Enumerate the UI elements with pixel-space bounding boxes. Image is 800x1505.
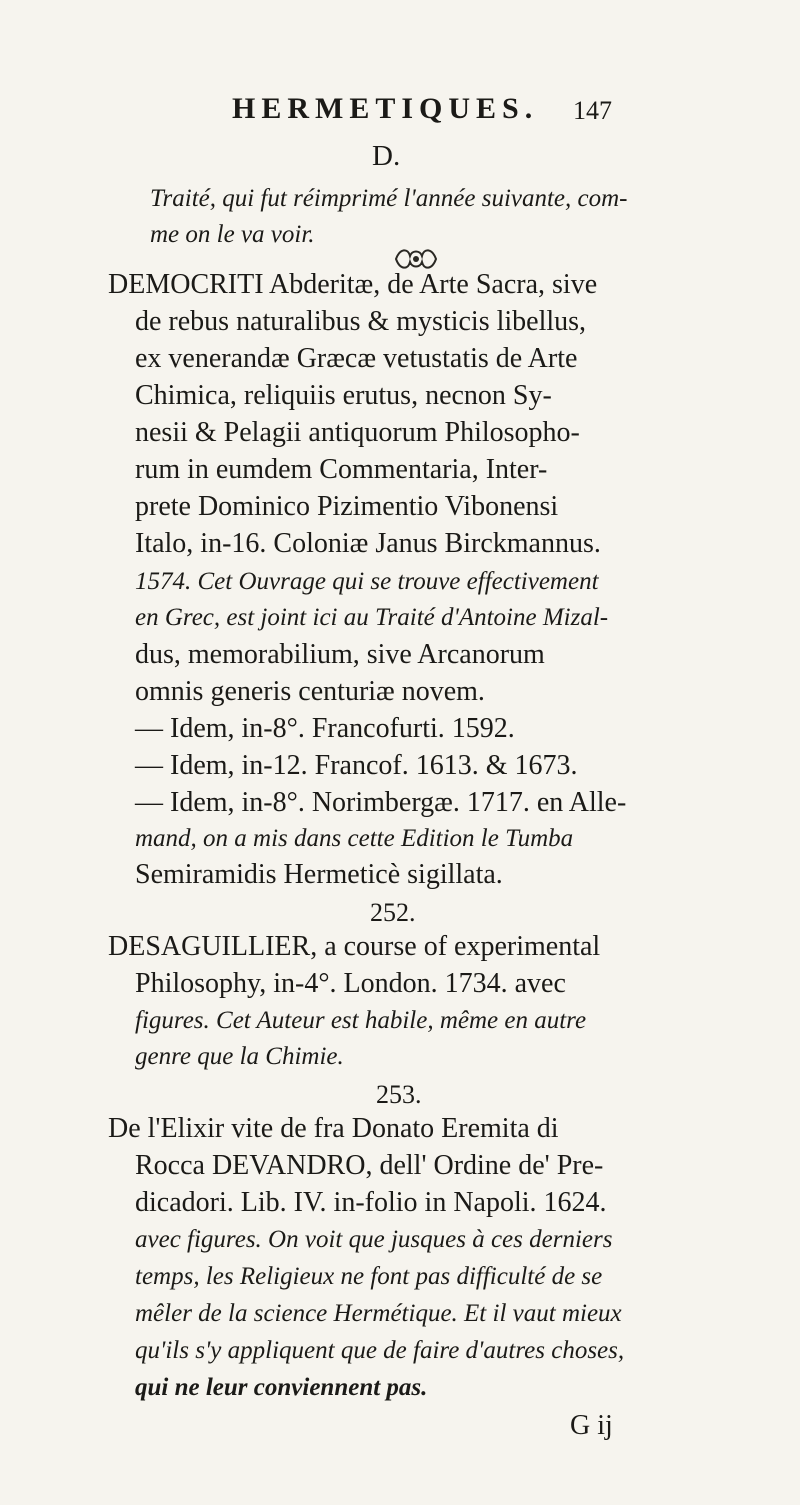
entry-number-253: 253. [376, 1080, 422, 1109]
entry-democritus-line-13: — Idem, in-8°. Francofurti. 1592. [135, 713, 515, 744]
signature-letter: D. [372, 140, 401, 172]
entry-democritus-line-12: omnis generis centuriæ novem. [135, 676, 485, 707]
entry-number-252: 252. [370, 898, 416, 927]
entry-desaguillier-line-1: DESAGUILLIER, a course of experimental [108, 931, 601, 962]
entry-elixir-line-1: De l'Elixir vite de fra Donato Eremita di [108, 1113, 559, 1144]
entry-elixir-line-3: dicadori. Lib. IV. in-folio in Napoli. 1624. [135, 1187, 607, 1218]
entry-democritus-line-9: 1574. Cet Ouvrage qui se trouve effectivement [135, 568, 599, 595]
entry-democritus-line-7: prete Dominico Pizimentio Vibonensi [135, 491, 559, 522]
entry-democritus-line-5: nesii & Pelagii antiquorum Philosopho- [135, 417, 580, 448]
entry-democritus-line-6: rum in eumdem Commentaria, Inter- [135, 454, 548, 485]
intro-line-1: Traité, qui fut réimprimé l'année suivante, com- [150, 185, 628, 212]
entry-democritus-line-14: — Idem, in-12. Francof. 1613. & 1673. [135, 750, 578, 781]
intro-line-2: me on le va voir. [150, 221, 315, 248]
entry-democritus-line-4: Chimica, reliquiis erutus, necnon Sy- [135, 380, 552, 411]
running-title: HERMETIQUES. [232, 92, 539, 125]
entry-democritus-line-2: de rebus naturalibus & mysticis libellus, [135, 306, 587, 337]
entry-desaguillier-line-4: genre que la Chimie. [135, 1043, 344, 1070]
entry-democritus-line-17: Semiramidis Hermeticè sigillata. [135, 859, 503, 890]
entry-democritus-line-10: en Grec, est joint ici au Traité d'Antoine Mizal- [135, 604, 609, 631]
page-number: 147 [573, 96, 612, 125]
entry-elixir-line-5: temps, les Religieux ne font pas difficulté de se [135, 1263, 603, 1290]
entry-democritus-line-3: ex venerandæ Græcæ vetustatis de Arte [135, 343, 578, 374]
entry-elixir-line-8: qui ne leur conviennent pas. [135, 1374, 428, 1401]
entry-elixir-line-7: qu'ils s'y appliquent que de faire d'autres choses, [135, 1337, 625, 1364]
entry-elixir-line-6: mêler de la science Hermétique. Et il vaut mieux [135, 1300, 622, 1327]
entry-democritus-line-16: mand, on a mis dans cette Edition le Tumba [135, 825, 574, 852]
entry-desaguillier-line-2: Philosophy, in-4°. London. 1734. avec [135, 968, 566, 999]
entry-elixir-line-2: Rocca DEVANDRO, dell' Ordine de' Pre- [135, 1150, 604, 1181]
entry-elixir-line-4: avec figures. On voit que jusques à ces derniers [135, 1226, 613, 1253]
signature-mark: G ij [570, 1410, 613, 1441]
entry-desaguillier-line-3: figures. Cet Auteur est habile, même en autre [135, 1007, 587, 1034]
entry-democritus-line-15: — Idem, in-8°. Norimbergæ. 1717. en Alle- [135, 787, 627, 818]
entry-democritus-line-1: DEMOCRITI Abderitæ, de Arte Sacra, sive [108, 269, 598, 300]
entry-democritus-line-11: dus, memorabilium, sive Arcanorum [135, 639, 545, 670]
entry-democritus-line-8: Italo, in-16. Coloniæ Janus Birckmannus. [135, 528, 601, 559]
